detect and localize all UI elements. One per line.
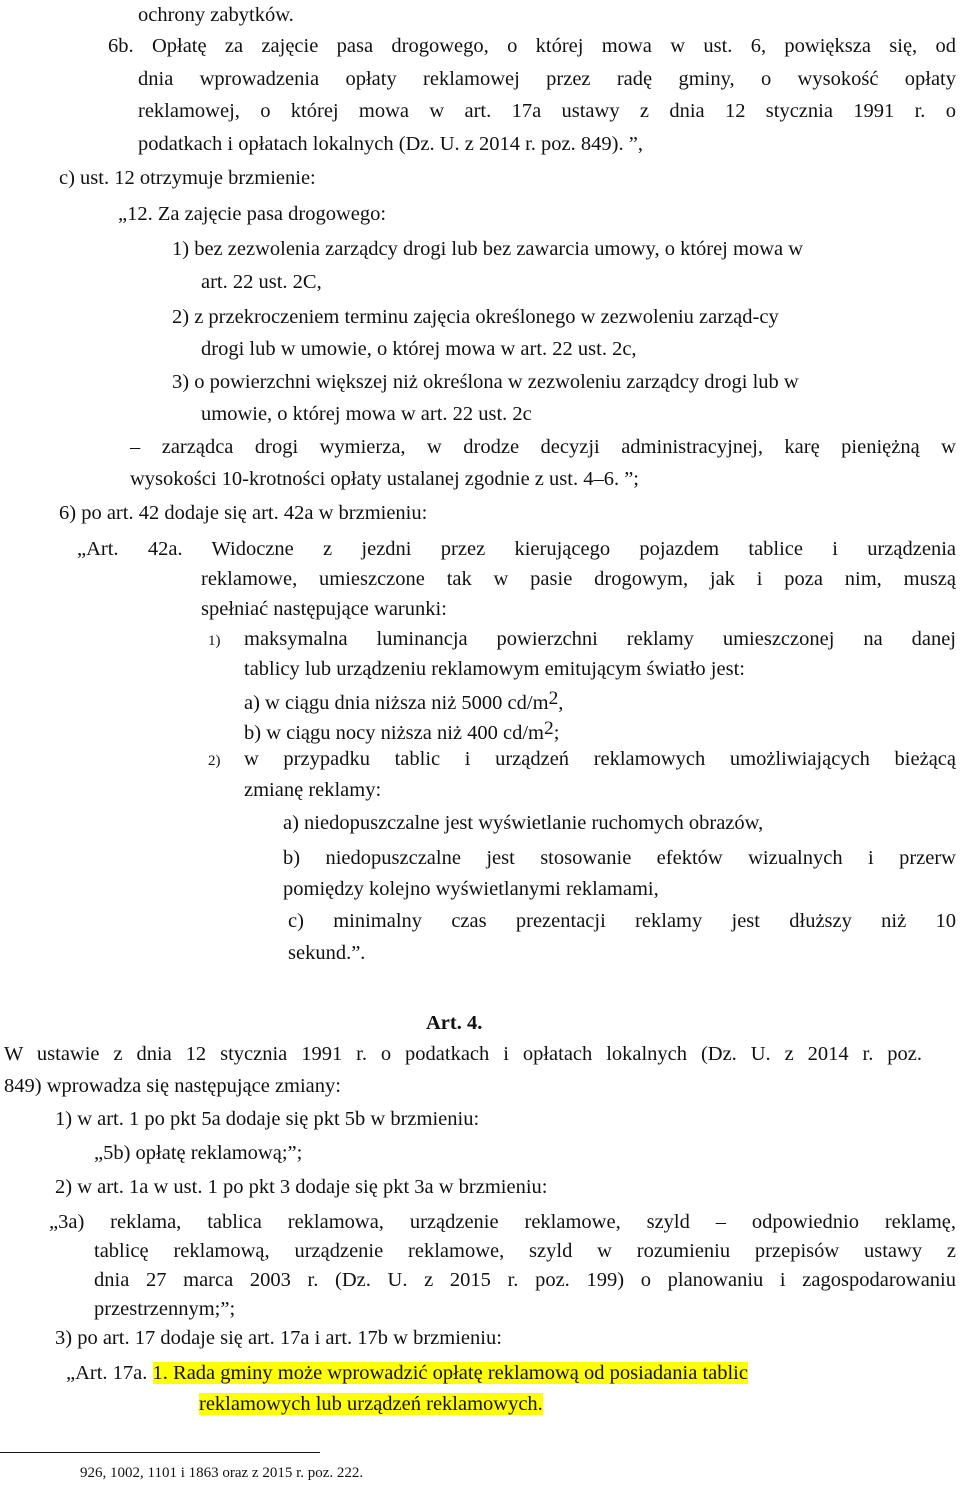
text-line: W ustawie z dnia 12 stycznia 1991 r. o podatkach i opłatach lokalnych (Dz. U. z 2014 r. poz. — [4, 1043, 922, 1065]
text-line: 2) z przekroczeniem terminu zajęcia określonego w zezwoleniu zarząd-cy — [172, 306, 779, 328]
footnote: 926, 1002, 1101 i 1863 oraz z 2015 r. poz. 222. — [80, 1465, 364, 1481]
text-line: 3) po art. 17 dodaje się art. 17a i art. 17b w brzmieniu: — [55, 1327, 502, 1349]
text-line — [199, 1391, 543, 1417]
text-line: c) minimalny czas prezentacji reklamy jest dłuższy niż 10 — [288, 910, 956, 932]
article-heading: Art. 4. — [426, 1012, 483, 1034]
text-line: 2) w art. 1a w ust. 1 po pkt 3 dodaje się pkt 3a w brzmieniu: — [55, 1176, 548, 1198]
text-line: 3) o powierzchni większej niż określona w zezwoleniu zarządcy drogi lub w — [172, 371, 799, 393]
text-line: a) w ciągu dnia niższa niż 5000 cd/m2, — [244, 688, 564, 714]
text-line: 1) w art. 1 po pkt 5a dodaje się pkt 5b w brzmieniu: — [55, 1108, 480, 1130]
text-line: wysokości 10-krotności opłaty ustalanej zgodnie z ust. 4–6. ”; — [130, 468, 639, 490]
text-line: drogi lub w umowie, o której mowa w art. 22 ust. 2c, — [201, 338, 637, 360]
text-line: 6b. Opłatę za zajęcie pasa drogowego, o której mowa w ust. 6, powiększa się, od — [108, 35, 956, 57]
text-line: dnia 27 marca 2003 r. (Dz. U. z 2015 r. poz. 199) o planowaniu i zagospodarowaniu — [94, 1269, 956, 1291]
text-line: spełniać następujące warunki: — [201, 598, 447, 620]
text-line: umowie, o której mowa w art. 22 ust. 2c — [201, 403, 532, 425]
text-line: „3a) reklama, tablica reklamowa, urządzenie reklamowe, szyld – odpowiednio reklamę, — [49, 1211, 956, 1233]
text-line: przestrzennym;”; — [94, 1298, 236, 1320]
text-line: ochrony zabytków. — [138, 4, 294, 26]
text-line: 6) po art. 42 dodaje się art. 42a w brzmieniu: — [59, 502, 428, 524]
text-line: pomiędzy kolejno wyświetlanymi reklamami, — [283, 878, 659, 900]
text-line: zmianę reklamy: — [244, 779, 382, 801]
text-line: reklamowej, o której mowa w art. 17a ustawy z dnia 12 stycznia 1991 r. o — [138, 100, 956, 122]
text-line: 849) wprowadza się następujące zmiany: — [4, 1075, 341, 1097]
text-line: reklamowe, umieszczone tak w pasie drogowym, jak i poza nim, muszą — [201, 568, 956, 590]
text-line: b) niedopuszczalne jest stosowanie efektów wizualnych i przerw — [283, 847, 956, 869]
text-line: tablicy lub urządzeniu reklamowym emitującym światło jest: — [244, 658, 745, 680]
text-line: podatkach i opłatach lokalnych (Dz. U. z 2014 r. poz. 849). ”, — [138, 133, 643, 155]
text-line: a) niedopuszczalne jest wyświetlanie ruchomych obrazów, — [283, 812, 764, 834]
list-number: 2) — [208, 753, 221, 769]
text-line: art. 22 ust. 2C, — [201, 271, 322, 293]
text-line: „12. Za zajęcie pasa drogowego: — [118, 203, 387, 225]
list-number: 1) — [208, 633, 221, 649]
text-line: c) ust. 12 otrzymuje brzmienie: — [59, 167, 316, 189]
text-line: „Art. 42a. Widoczne z jezdni przez kierującego pojazdem tablice i urządzenia — [77, 538, 956, 560]
text-line: b) w ciągu nocy niższa niż 400 cd/m2; — [244, 718, 560, 744]
text-line: „5b) opłatę reklamową;”; — [94, 1142, 303, 1164]
footnote-separator — [0, 1452, 320, 1453]
highlighted-text: reklamowych lub urządzeń reklamowych. — [199, 1393, 543, 1415]
text-line: sekund.”. — [288, 942, 366, 964]
text-line: tablicę reklamową, urządzenie reklamowe, szyld w rozumieniu przepisów ustawy z — [94, 1240, 956, 1262]
text-line: maksymalna luminancja powierzchni reklamy umieszczonej na danej — [244, 628, 956, 650]
text-line: „Art. 17a. 1. Rada gminy może wprowadzić opłatę reklamową od posiadania tablic — [66, 1362, 748, 1384]
text-line: w przypadku tablic i urządzeń reklamowych umożliwiających bieżącą — [244, 748, 956, 770]
text-line: – zarządca drogi wymierza, w drodze decyzji administracyjnej, karę pieniężną w — [130, 436, 956, 458]
text-line: dnia wprowadzenia opłaty reklamowej przez radę gminy, o wysokość opłaty — [138, 68, 956, 90]
text-line: 1) bez zezwolenia zarządcy drogi lub bez zawarcia umowy, o której mowa w — [172, 238, 804, 260]
highlighted-text: 1. Rada gminy może wprowadzić opłatę reklamową od posiadania tablic — [152, 1362, 748, 1384]
